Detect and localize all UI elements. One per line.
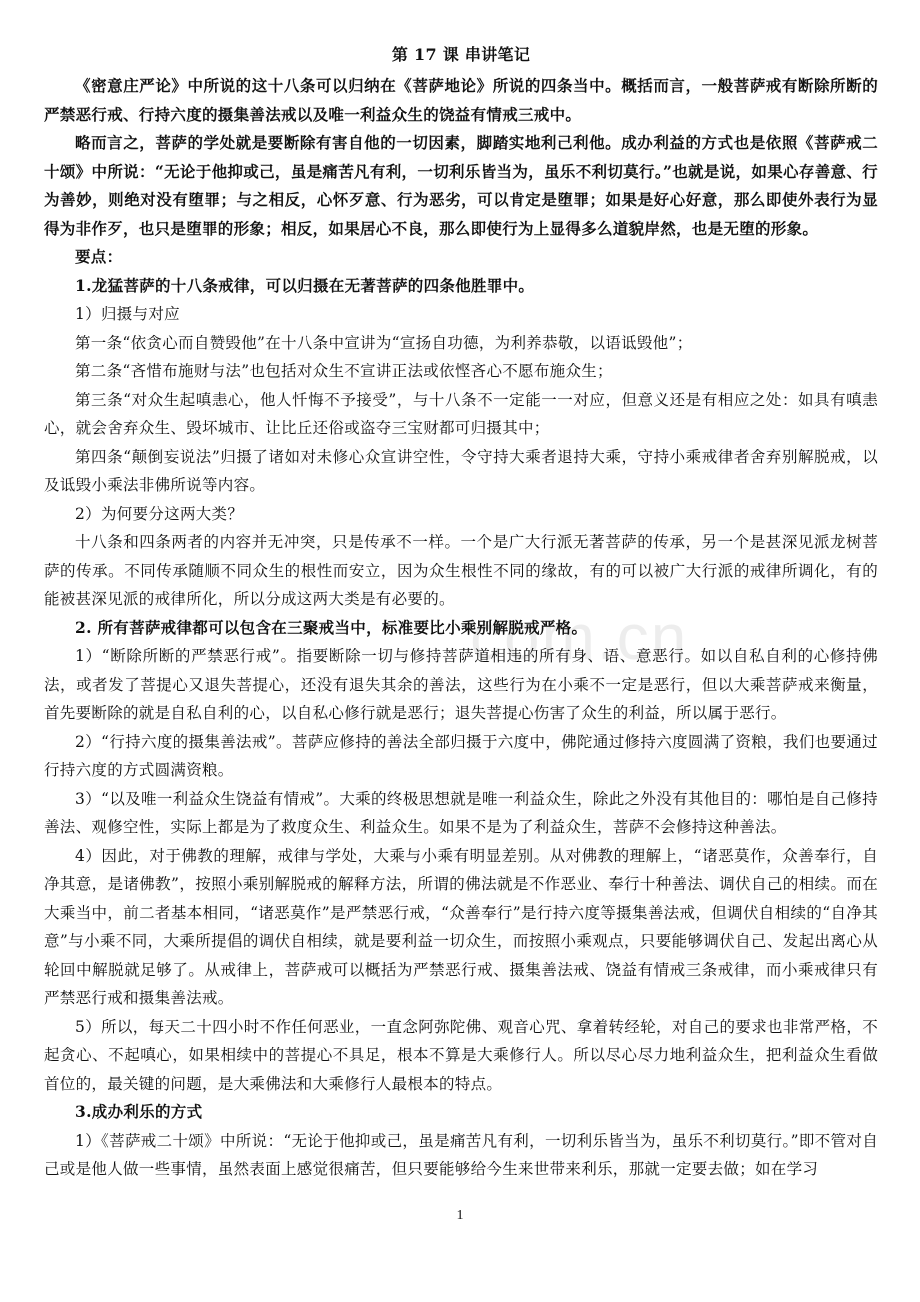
paragraph: 3）“以及唯一利益众生饶益有情戒”。大乘的终极思想就是唯一利益众生，除此之外没有其他目的：哪怕是自己修持善法、观修空性，实际上都是为了救度众生、利益众生。如果不是为了利益众生，菩萨不会修持这种善法。 [44, 789, 878, 836]
paragraph: 第二条“吝惜布施财与法”也包括对众生不宣讲正法或依悭吝心不愿布施众生； [75, 362, 613, 380]
paragraph: 《密意庄严论》中所说的这十八条可以归纳在《菩萨地论》所说的四条当中。概括而言，一般菩萨戒有断除所断的严禁恶行戒、行持六度的摄集善法戒以及唯一利益众生的饶益有情戒三戒中。 [44, 76, 878, 124]
paragraph: 略而言之，菩萨的学处就是要断除有害自他的一切因素，脚踏实地利己利他。成办利益的方式也是依照《菩萨戒二十颂》中所说：“无论于他抑或己，虽是痛苦凡有利，一切利乐皆当为，虽乐不利切莫行。”也就是说，如果心存善意、行为善妙，则绝对没有堕罪；与之相反，心怀歹意、行为恶劣，可以肯定是堕罪；如果是好心好意，那么即使外表行为显得为非作歹，也只是堕罪的形象；相反，如果居心不良，那么即使行为上显得多么道貌岸然，也是无堕的形象。 [44, 133, 878, 238]
paragraph: 2. 所有菩萨戒律都可以包含在三聚戒当中，标准要比小乘别解脱戒严格。 [75, 617, 588, 637]
paragraph: 第三条“对众生起嗔恚心，他人忏悔不予接受”，与十八条不一定能一一对应，但意义还是有相应之处：如具有嗔恚心，就会舍弃众生、毁坏城市、让比丘还俗或盗夺三宝财都可归摄其中； [44, 390, 878, 437]
paragraph: 4）因此，对于佛教的理解，戒律与学处，大乘与小乘有明显差别。从对佛教的理解上，“诸恶莫作，众善奉行，自净其意，是诸佛教”，按照小乘别解脱戒的解释方法，所谓的佛法就是不作恶业、奉行十种善法、调伏自己的相续。而在大乘当中，前二者基本相同，“诸恶莫作”是严禁恶行戒，“众善奉行”是行持六度等摄集善法戒，但调伏自相续的“自净其意”与小乘不同，大乘所提倡的调伏自相续，就是要利益一切众生，而按照小乘观点，只要能够调伏自己、发起出离心从轮回中解脱就足够了。从戒律上，菩萨戒可以概括为严禁恶行戒、摄集善法戒、饶益有情戒三条戒律，而小乘戒律只有严禁恶行戒和摄集善法戒。 [44, 846, 878, 1007]
paragraph: 1）归摄与对应 [75, 305, 180, 323]
document-body [44, 72, 878, 1184]
page-title: 第 17 课 串讲笔记 [391, 45, 531, 64]
paragraph: 1.龙猛菩萨的十八条戒律，可以归摄在无著菩萨的四条他胜罪中。 [75, 275, 535, 295]
paragraph: 第四条“颠倒妄说法”归摄了诸如对未修心众宣讲空性，令守持大乘者退持大乘，守持小乘戒律者舍弃别解脱戒，以及诋毁小乘法非佛所说等内容。 [44, 447, 878, 494]
paragraph: 5）所以，每天二十四小时不作任何恶业，一直念阿弥陀佛、观音心咒、拿着转经轮，对自己的要求也非常严格，不起贪心、不起嗔心，如果相续中的菩提心不具足，根本不算是大乘修行人。所以尽心尽力地利益众生，把利益众生看做首位的，最关键的问题，是大乘佛法和大乘修行人最根本的特点。 [44, 1017, 878, 1093]
paragraph: 十八条和四条两者的内容并无冲突，只是传承不一样。一个是广大行派无著菩萨的传承，另一个是甚深见派龙树菩萨的传承。不同传承随顺不同众生的根性而安立，因为众生根性不同的缘故，有的可以被广大行派的戒律所调化，有的能被甚深见派的戒律所化，所以分成这两大类是有必要的。 [44, 533, 878, 608]
paragraph: 要点： [75, 247, 123, 266]
paragraph: 3.成办利乐的方式 [75, 1102, 203, 1121]
paragraph: 1）“断除所断的严禁恶行戒”。指要断除一切与修持菩萨道相违的所有身、语、意恶行。如以自私自利的心修持佛法，或者发了菩提心又退失菩提心，还没有退失其余的善法，这些行为在小乘不一定是恶行，但以大乘菩萨戒来衡量，首先要断除的就是自私自利的心，以自私心修行就是恶行；退失菩提心伤害了众生的利益，所以属于恶行。 [44, 647, 878, 722]
paragraph: 第一条“依贪心而自赞毁他”在十八条中宣讲为“宣扬自功德，为利养恭敬，以语诋毁他”； [75, 333, 693, 352]
page-number: 1 [456, 1208, 464, 1223]
paragraph: 2）“行持六度的摄集善法戒”。菩萨应修持的善法全部归摄于六度中，佛陀通过修持六度圆满了资粮，我们也要通过行持六度的方式圆满资粮。 [44, 732, 878, 779]
document-page [44, 40, 878, 1184]
paragraph: 2）为何要分这两大类？ [75, 504, 244, 523]
watermark: com.cn [470, 601, 689, 673]
paragraph: 1）《菩萨戒二十颂》中所说：“无论于他抑或己，虽是痛苦凡有利，一切利乐皆当为，虽乐不利切莫行。”即不管对自己或是他人做一些事情，虽然表面上感觉很痛苦，但只要能够给今生来世带来利乐，那就一定要去做；如在学习 [44, 1131, 878, 1178]
